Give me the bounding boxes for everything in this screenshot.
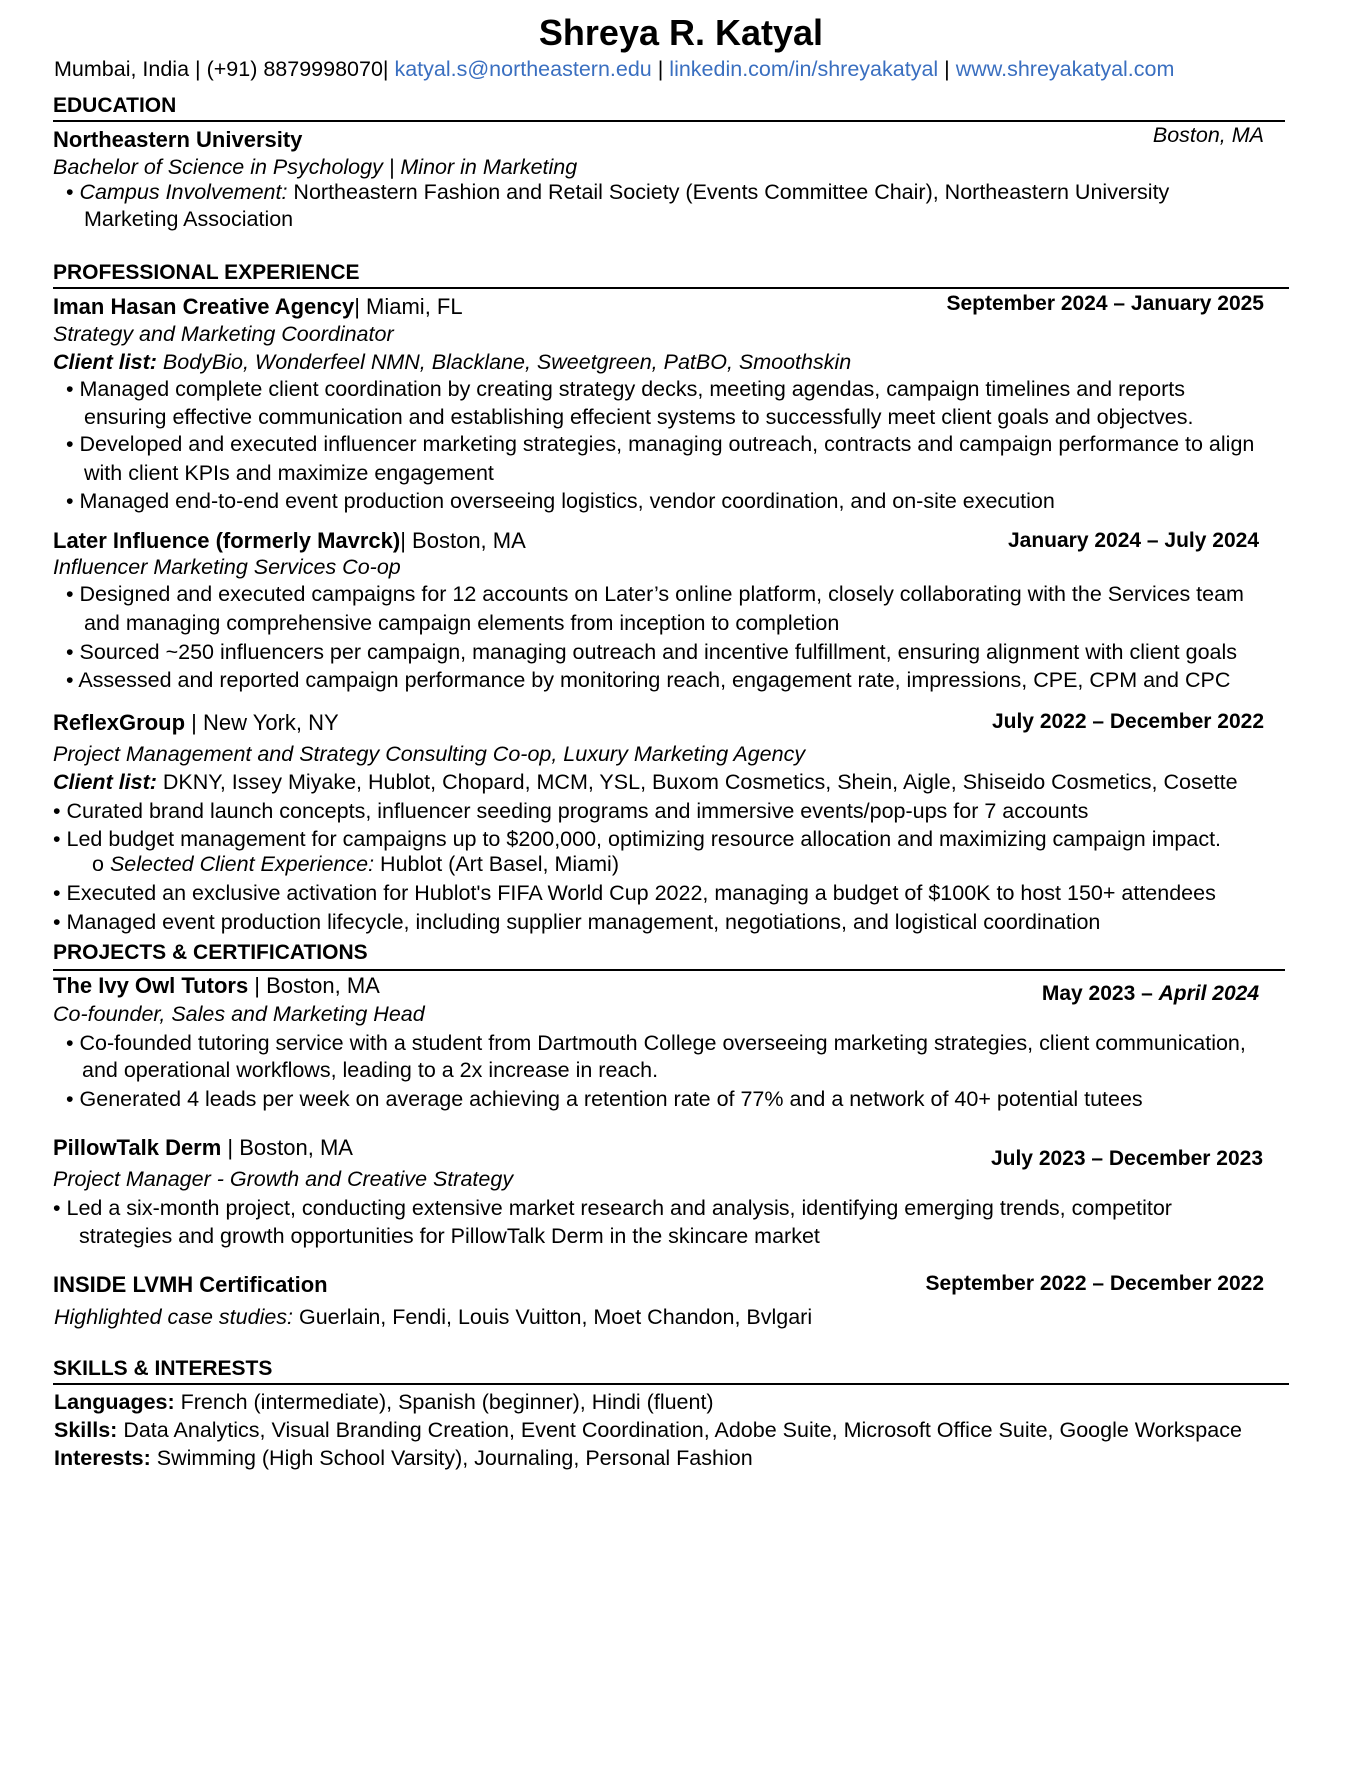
education-involvement-cont: Marketing Association: [84, 207, 294, 231]
project-bullet-cont: and operational workflows, leading to a 2x increase in reach.: [82, 1058, 659, 1082]
job-org: ReflexGroup | New York, NY: [53, 710, 339, 735]
job-bullet-cont: and managing comprehensive campaign elements from inception to completion: [84, 611, 840, 635]
linkedin-link[interactable]: linkedin.com/in/shreyakatyal: [669, 57, 939, 81]
project-role: Co-founder, Sales and Marketing Head: [53, 1002, 425, 1026]
job-bullet-cont: with client KPIs and maximize engagement: [84, 461, 494, 485]
job-bullet: • Managed event production lifecycle, including supplier management, negotiations, and logistical coordination: [53, 910, 1100, 935]
job-bullet: • Curated brand launch concepts, influencer seeding programs and immersive events/pop-ups for 7 accounts: [53, 799, 1088, 824]
job-dates: September 2024 – January 2025: [946, 292, 1264, 315]
education-heading: EDUCATION: [53, 94, 177, 117]
certification-title: INSIDE LVMH Certification: [53, 1272, 328, 1297]
certification-dates: September 2022 – December 2022: [925, 1272, 1264, 1295]
education-divider: [53, 120, 1285, 122]
contact-location-phone: Mumbai, India | (+91) 8879998070|: [54, 57, 395, 81]
project-bullet: • Co-founded tutoring service with a student from Dartmouth College overseeing marketing strategies, client communication,: [66, 1031, 1246, 1056]
experience-divider: [53, 287, 1289, 289]
job-bullet: • Assessed and reported campaign performance by monitoring reach, engagement rate, impressions, CPE, CPM and CPC: [66, 668, 1230, 693]
resume-name: Shreya R. Katyal: [538, 12, 824, 53]
projects-heading: PROJECTS & CERTIFICATIONS: [53, 941, 368, 964]
job-dates: July 2022 – December 2022: [991, 710, 1264, 733]
project-bullet-cont: strategies and growth opportunities for PillowTalk Derm in the skincare market: [79, 1224, 820, 1248]
skills-languages: Languages: French (intermediate), Spanish (beginner), Hindi (fluent): [54, 1390, 714, 1414]
contact-separator: |: [651, 57, 670, 81]
project-dates: May 2023 – April 2024: [1041, 982, 1259, 1005]
education-school: Northeastern University: [53, 127, 303, 152]
project-dates: July 2023 – December 2023: [990, 1147, 1263, 1170]
job-bullet-cont: ensuring effective communication and establishing effecient systems to successfully meet client goals and objectves.: [84, 405, 1194, 429]
job-role: Influencer Marketing Services Co-op: [53, 555, 401, 579]
job-sub-bullet: o Selected Client Experience: Hublot (Art Basel, Miami): [92, 852, 619, 876]
project-bullet: • Led a six-month project, conducting extensive market research and analysis, identifying emerging trends, competitor: [53, 1196, 1172, 1221]
job-client-list: Client list: BodyBio, Wonderfeel NMN, Blacklane, Sweetgreen, PatBO, Smoothskin: [53, 350, 852, 374]
certification-case-studies: Highlighted case studies: Guerlain, Fendi, Louis Vuitton, Moet Chandon, Bvlgari: [54, 1305, 813, 1329]
job-role: Strategy and Marketing Coordinator: [53, 322, 394, 346]
project-bullet: • Generated 4 leads per week on average achieving a retention rate of 77% and a network of 40+ potential tutees: [66, 1087, 1143, 1112]
job-bullet: • Led budget management for campaigns up to $200,000, optimizing resource allocation and maximizing campaign impact.: [53, 827, 1221, 852]
experience-heading: PROFESSIONAL EXPERIENCE: [53, 261, 360, 284]
website-link[interactable]: www.shreyakatyal.com: [955, 57, 1175, 81]
job-dates: January 2024 – July 2024: [1007, 529, 1259, 552]
skills-list: Skills: Data Analytics, Visual Branding Creation, Event Coordination, Adobe Suite, Microsoft Office Suite, Google Workspace: [54, 1418, 1242, 1442]
skills-heading: SKILLS & INTERESTS: [53, 1357, 273, 1380]
email-link[interactable]: katyal.s@northeastern.edu: [394, 57, 652, 81]
job-bullet: • Executed an exclusive activation for Hublot's FIFA World Cup 2022, managing a budget of $100K to host 150+ attendees: [53, 881, 1216, 906]
job-bullet: • Designed and executed campaigns for 12 accounts on Later’s online platform, closely collaborating with the Services team: [66, 582, 1244, 607]
job-role: Project Management and Strategy Consulting Co-op, Luxury Marketing Agency: [53, 742, 806, 766]
job-bullet: • Managed end-to-end event production overseeing logistics, vendor coordination, and on-site execution: [66, 489, 1055, 514]
job-bullet: • Managed complete client coordination by creating strategy decks, meeting agendas, campaign timelines and reports: [66, 377, 1185, 402]
projects-divider: [53, 969, 1285, 971]
project-role: Project Manager - Growth and Creative Strategy: [53, 1167, 514, 1191]
education-degree: Bachelor of Science in Psychology | Minor in Marketing: [53, 155, 578, 179]
skills-divider: [53, 1383, 1289, 1385]
job-client-list: Client list: DKNY, Issey Miyake, Hublot, Chopard, MCM, YSL, Buxom Cosmetics, Shein, Aigle, Shiseido Cosmetics, Cosette: [53, 770, 1238, 794]
education-involvement: • Campus Involvement: Northeastern Fashion and Retail Society (Events Committee Chair), Northeastern University: [66, 180, 1169, 205]
project-org: PillowTalk Derm | Boston, MA: [53, 1135, 353, 1160]
job-org: Later Influence (formerly Mavrck)| Boston, MA: [53, 528, 526, 553]
education-location: Boston, MA: [1152, 123, 1264, 147]
contact-separator: |: [938, 57, 956, 81]
skills-interests: Interests: Swimming (High School Varsity), Journaling, Personal Fashion: [54, 1446, 753, 1470]
job-bullet: • Sourced ~250 influencers per campaign, managing outreach and incentive fulfillment, ensuring alignment with client goals: [66, 640, 1237, 665]
project-org: The Ivy Owl Tutors | Boston, MA: [53, 973, 380, 998]
job-org: Iman Hasan Creative Agency| Miami, FL: [53, 294, 463, 319]
contact-line: [54, 57, 1174, 82]
job-bullet: • Developed and executed influencer marketing strategies, managing outreach, contracts and campaign performance to align: [66, 432, 1254, 457]
